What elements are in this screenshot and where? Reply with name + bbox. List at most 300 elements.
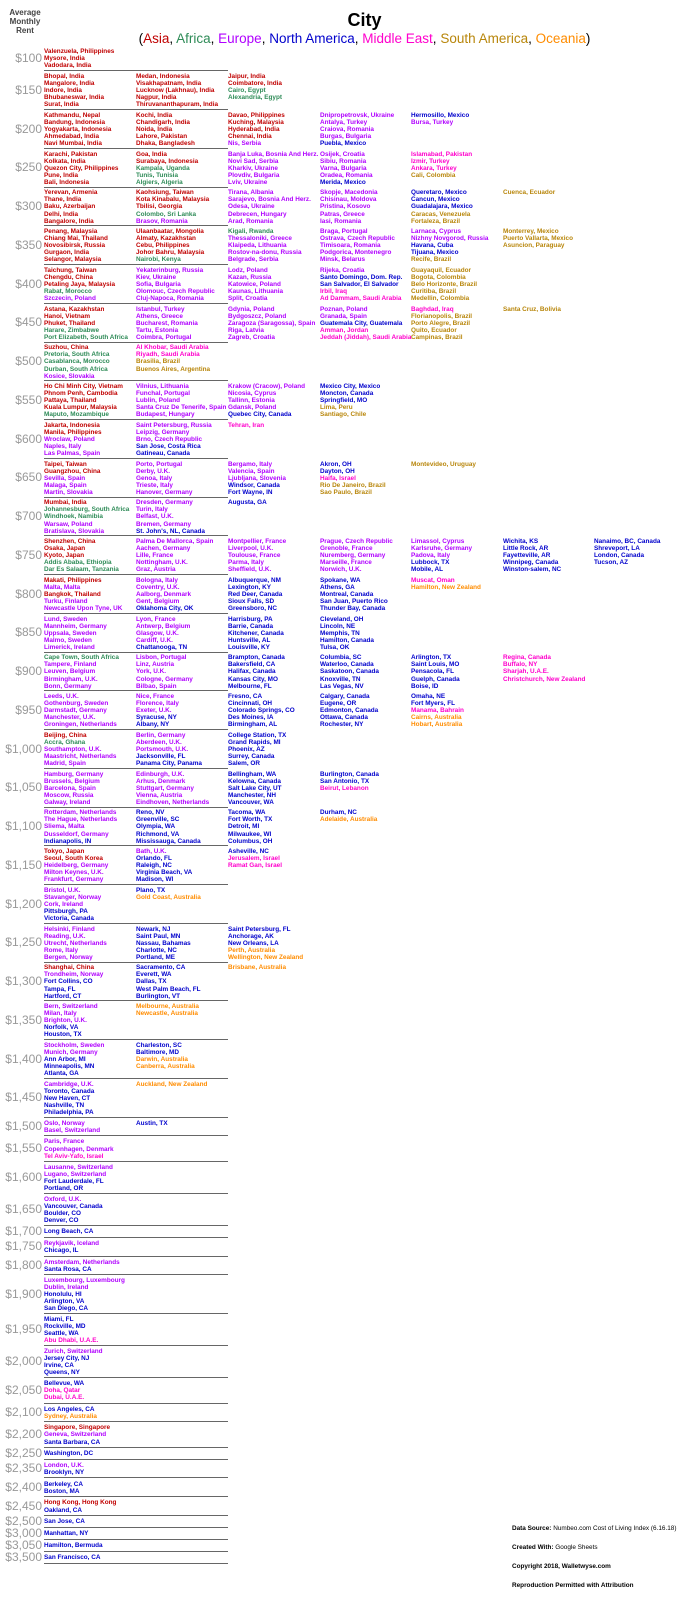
city-entry: Calgary, Canada (320, 693, 370, 701)
city-entry: Thessaloniki, Greece (228, 235, 292, 243)
city-column (44, 1380, 84, 1401)
city-entry: Virginia Beach, VA (136, 869, 193, 877)
copyright-text: Copyright 2018, Walletwyse.com (512, 1563, 611, 1570)
city-entry: Haifa, Israel (320, 474, 356, 482)
city-entry: Bali, Indonesia (44, 178, 90, 186)
city-entry: Belgrade, Serbia (228, 256, 279, 264)
rent-price-label: $1,700 (5, 1223, 42, 1238)
city-entry: Malaga, Spain (44, 481, 87, 489)
city-column (44, 1530, 88, 1537)
city-entry: Padova, Italy (411, 552, 451, 560)
rent-row (0, 498, 689, 537)
city-entry: Ahmedabad, India (44, 133, 100, 141)
city-entry: Kuala Lumpur, Malaysia (44, 404, 117, 412)
city-column (44, 1240, 99, 1254)
city-entry: Klaipeda, Lithuania (228, 242, 287, 250)
city-entry: San Jose, CA (44, 1518, 85, 1526)
city-column (44, 1164, 113, 1192)
rent-row (0, 1223, 689, 1238)
city-entry: Spokane, WA (320, 576, 361, 584)
city-entry: Barrie, Canada (228, 622, 274, 630)
rent-row (0, 46, 689, 71)
city-entry: Arhus, Denmark (136, 777, 186, 785)
city-entry: Hanoi, Vietnam (44, 312, 91, 320)
rent-price-label: $1,800 (5, 1258, 42, 1272)
city-entry: Beijing, China (44, 731, 87, 739)
city-column (136, 809, 201, 844)
city-entry: Akron, OH (320, 460, 352, 468)
city-entry: Darmstadt, Germany (44, 707, 107, 715)
city-column (136, 964, 201, 999)
city-entry: Birmingham, AL (228, 721, 278, 729)
city-entry: Bath, U.K. (136, 848, 167, 856)
city-entry: Uppsala, Sweden (44, 629, 97, 637)
city-entry: Quebec City, Canada (228, 411, 292, 419)
city-column (320, 228, 395, 263)
city-column (320, 306, 411, 341)
row-divider (44, 1563, 228, 1564)
city-entry: Dar Es Salaam, Tanzania (44, 566, 119, 574)
city-entry: Trieste, Italy (136, 481, 173, 489)
city-entry: Berkeley, CA (44, 1480, 83, 1488)
city-entry: Malmo, Sweden (44, 636, 92, 644)
city-column (136, 732, 202, 767)
city-entry: Los Angeles, CA (44, 1405, 95, 1413)
city-entry: Santa Barbara, CA (44, 1438, 101, 1446)
city-entry: Huntsville, AL (228, 636, 271, 644)
city-column (44, 1228, 93, 1235)
city-entry: Phoenix, AZ (228, 745, 265, 753)
city-entry: Irbil, Iraq (320, 288, 347, 296)
legend-punct: , (261, 31, 270, 46)
city-column (320, 771, 379, 792)
city-entry: Kathmandu, Nepal (44, 111, 101, 119)
city-column (320, 189, 378, 224)
city-entry: Nottingham, U.K. (136, 559, 188, 567)
city-entry: Buenos Aires, Argentina (136, 365, 211, 373)
y-axis-title: Average Monthly Rent (9, 8, 41, 35)
rent-row (0, 536, 689, 575)
rent-price-label: $3,500 (5, 1549, 42, 1564)
city-entry: Bhubaneswar, India (44, 94, 105, 102)
city-entry: Puerto Vallarta, Mexico (503, 235, 573, 243)
city-entry: Cairns, Australia (411, 714, 462, 722)
city-column (136, 112, 195, 147)
city-entry: Omaha, NE (411, 693, 446, 701)
city-entry: Regina, Canada (503, 654, 551, 662)
city-entry: Hamburg, Germany (44, 770, 104, 778)
city-column (136, 693, 179, 728)
city-entry: Leeds, U.K. (44, 693, 79, 701)
city-entry: Novosibirsk, Russia (44, 242, 106, 250)
city-column (44, 1518, 85, 1525)
city-entry: Panama City, Panama (136, 760, 202, 768)
city-entry: Stavanger, Norway (44, 893, 102, 901)
rent-price-label: $700 (15, 509, 42, 524)
city-column (136, 228, 204, 263)
rent-price-label: $1,900 (5, 1286, 42, 1301)
city-entry: Florianopolis, Brazil (411, 312, 473, 320)
city-entry: Queens, NY (44, 1369, 80, 1377)
city-column (44, 228, 108, 263)
city-column (503, 654, 585, 682)
city-entry: San Salvador, El Salvador (320, 280, 399, 288)
city-entry: Timisoara, Romania (320, 242, 381, 250)
city-entry: Portsmouth, U.K. (136, 745, 189, 753)
city-entry: Istanbul, Turkey (136, 305, 185, 313)
city-entry: Leuven, Belgium (44, 668, 96, 676)
created-text: Google Sheets (555, 1544, 598, 1551)
city-entry: Ho Chi Minh City, Vietnam (44, 383, 123, 391)
rent-row (0, 1378, 689, 1403)
city-entry: Almaty, Kazakhstan (136, 235, 196, 243)
city-entry: Mexico City, Mexico (320, 383, 381, 391)
city-entry: Nairobi, Kenya (136, 256, 181, 264)
city-entry: Athens, Greece (136, 312, 183, 320)
city-entry: Colombo, Sri Lanka (136, 210, 197, 218)
city-entry: Red Deer, Canada (228, 590, 283, 598)
city-entry: Lyon, France (136, 615, 176, 623)
city-entry: Casablanca, Morocco (44, 358, 110, 366)
city-entry: Kansas City, MO (228, 675, 278, 683)
city-entry: Parma, Italy (228, 559, 264, 567)
rent-row (0, 1162, 689, 1194)
city-entry: Singapore, Singapore (44, 1424, 111, 1432)
city-entry: Halifax, Canada (228, 668, 276, 676)
city-entry: Guayaquil, Ecuador (411, 266, 472, 274)
city-entry: Lincoln, NE (320, 622, 356, 630)
city-entry: Baltimore, MD (136, 1048, 179, 1056)
city-entry: Medellin, Colombia (411, 295, 470, 303)
city-entry: London, Canada (594, 552, 645, 560)
city-entry: Goa, India (136, 150, 167, 158)
city-entry: Cluj-Napoca, Romania (136, 295, 204, 303)
created-label: Created With: (512, 1544, 554, 1551)
city-column (228, 964, 286, 971)
city-column (228, 732, 286, 767)
city-column (136, 422, 212, 457)
city-entry: Arlington, TX (411, 654, 452, 662)
city-entry: Moncton, Canada (320, 390, 374, 398)
city-entry: Jersey City, NJ (44, 1355, 90, 1363)
city-column (503, 306, 561, 313)
city-entry: Columbia, SC (320, 654, 362, 662)
city-entry: Campinas, Brazil (411, 333, 463, 341)
city-entry: Burlington, Canada (320, 770, 379, 778)
city-column (228, 461, 286, 496)
city-entry: Port Elizabeth, South Africa (44, 333, 128, 341)
city-entry: Gold Coast, Australia (136, 893, 201, 901)
city-column (44, 189, 97, 224)
city-entry: Amsterdam, Netherlands (44, 1258, 120, 1266)
city-entry: Graz, Austria (136, 566, 176, 574)
city-entry: Jerusalem, Israel (228, 855, 280, 863)
city-column (44, 112, 111, 147)
city-column (44, 732, 116, 767)
rent-price-label: $1,600 (5, 1169, 42, 1184)
city-entry: Cologne, Germany (136, 675, 193, 683)
footer (512, 1525, 687, 1601)
rent-row (0, 1136, 689, 1161)
city-entry: Denver, CO (44, 1216, 79, 1224)
city-entry: Iasi, Romania (320, 217, 362, 225)
city-entry: Bursa, Turkey (411, 118, 454, 126)
city-entry: Newcastle Upon Tyne, UK (44, 605, 123, 613)
city-entry: Nizhny Novgorod, Russia (411, 235, 489, 243)
city-entry: Hermosillo, Mexico (411, 111, 470, 119)
city-entry: Cardiff, U.K. (136, 636, 173, 644)
city-entry: Anchorage, AK (228, 932, 274, 940)
city-entry: Alexandria, Egypt (228, 94, 282, 102)
city-entry: Lima, Peru (320, 404, 353, 412)
city-column (228, 654, 285, 689)
city-column (136, 383, 226, 418)
city-entry: Bakersfield, CA (228, 661, 276, 669)
city-entry: Islamabad, Pakistan (411, 150, 473, 158)
city-entry: Long Beach, CA (44, 1228, 94, 1236)
city-column (503, 538, 561, 573)
rent-price-label: $3,050 (5, 1537, 42, 1552)
city-entry: Novi Sad, Serbia (228, 157, 279, 165)
legend-punct: ) (585, 31, 591, 46)
rent-price-label: $2,050 (5, 1382, 42, 1397)
city-entry: Portland, ME (136, 953, 176, 961)
city-column (44, 1499, 116, 1513)
city-column (44, 538, 119, 573)
rent-price-label: $1,750 (5, 1239, 42, 1254)
city-entry: Bratislava, Slovakia (44, 527, 105, 535)
city-column (44, 964, 103, 999)
city-entry: Brisbane, Australia (228, 964, 287, 972)
city-column (320, 616, 374, 651)
city-column (44, 1196, 103, 1224)
city-entry: Hamilton, Canada (320, 636, 374, 644)
city-entry: Olympia, WA (136, 823, 176, 831)
city-entry: Varna, Bulgaria (320, 164, 367, 172)
city-entry: Nagpur, India (136, 94, 177, 102)
city-column (44, 267, 115, 302)
city-entry: Victoria, Canada (44, 915, 94, 923)
city-entry: Fortaleza, Brazil (411, 217, 461, 225)
city-column (44, 73, 104, 108)
rent-price-label: $800 (15, 586, 42, 601)
city-entry: Lahore, Pakistan (136, 133, 188, 141)
city-column (411, 228, 488, 263)
city-entry: Galway, Ireland (44, 798, 91, 806)
city-entry: Groningen, Netherlands (44, 721, 117, 729)
city-entry: Guatemala City, Guatemala (320, 319, 403, 327)
city-entry: Brasilia, Brazil (136, 358, 181, 366)
city-entry: Odesa, Ukraine (228, 203, 275, 211)
city-entry: Visakhapatnam, India (136, 80, 202, 88)
city-column (44, 422, 102, 457)
rent-price-label: $400 (15, 276, 42, 291)
city-entry: Coventry, U.K. (136, 583, 180, 591)
city-entry: Coimbra, Portugal (136, 333, 192, 341)
city-column (44, 1450, 93, 1457)
city-entry: Reno, NV (136, 809, 165, 817)
city-entry: Patras, Greece (320, 210, 365, 218)
city-entry: Manila, Philippines (44, 428, 102, 436)
city-entry: Lisbon, Portugal (136, 654, 187, 662)
rent-row (0, 1445, 689, 1460)
city-column (136, 616, 190, 651)
city-entry: College Station, TX (228, 731, 287, 739)
city-entry: Kazan, Russia (228, 273, 272, 281)
city-entry: Milwaukee, WI (228, 830, 272, 838)
city-entry: Gatineau, Canada (136, 450, 190, 458)
city-entry: Kaohsiung, Taiwan (136, 189, 194, 197)
city-entry: Bergen, Norway (44, 953, 93, 961)
rent-price-label: $1,500 (5, 1119, 42, 1134)
city-column (44, 1462, 84, 1476)
city-entry: Santa Rosa, CA (44, 1266, 92, 1273)
rent-row (0, 1257, 689, 1276)
city-entry: Oklahoma City, OK (136, 605, 194, 613)
rent-row (0, 730, 689, 769)
city-entry: Kampala, Uganda (136, 164, 190, 172)
rent-row (0, 1238, 689, 1257)
city-entry: Jeddah (Jiddah), Saudi Arabia (320, 333, 412, 341)
city-entry: Windsor, Canada (228, 481, 280, 489)
city-entry: Thunder Bay, Canada (320, 605, 386, 613)
rent-price-label: $1,400 (5, 1051, 42, 1066)
city-column (44, 616, 107, 651)
city-entry: Johannesburg, South Africa (44, 506, 130, 514)
city-entry: Lucknow (Lakhnau), India (136, 87, 215, 95)
city-entry: Gdynia, Poland (228, 305, 275, 313)
reproduction-text: Reproduction Permitted with Attribution (512, 1582, 634, 1589)
city-entry: Sydney, Australia (44, 1412, 97, 1420)
city-entry: Fayetteville, AR (503, 552, 551, 560)
rent-price-label: $2,500 (5, 1513, 42, 1528)
rent-row (0, 1497, 689, 1516)
city-entry: Fresno, CA (228, 693, 263, 701)
city-entry: Oradea, Romania (320, 171, 373, 179)
city-entry: Stuttgart, Germany (136, 784, 194, 792)
city-entry: Auckland, New Zealand (136, 1080, 208, 1088)
city-entry: Medan, Indonesia (136, 73, 190, 80)
city-entry: Bristol, U.K. (44, 886, 81, 894)
city-entry: Rotterdam, Netherlands (44, 809, 117, 817)
city-entry: Chisinau, Moldova (320, 196, 377, 204)
city-entry: Puebla, Mexico (320, 140, 367, 148)
city-entry: San Antonio, TX (320, 777, 370, 785)
city-entry: Thane, India (44, 196, 82, 204)
rent-price-label: $2,100 (5, 1404, 42, 1419)
rent-row (0, 1275, 689, 1314)
rent-price-label: $850 (15, 625, 42, 640)
city-entry: Shenzhen, China (44, 538, 96, 546)
city-column (44, 1259, 120, 1273)
city-entry: Saint Petersburg, FL (228, 925, 291, 933)
city-entry: Curitiba, Brazil (411, 288, 457, 296)
city-column (44, 1042, 104, 1077)
city-entry: Sevilla, Spain (44, 474, 86, 482)
city-entry: Doha, Qatar (44, 1387, 81, 1395)
city-column (228, 499, 267, 506)
city-entry: Maastricht, Netherlands (44, 753, 117, 761)
city-entry: Chattanooga, TN (136, 643, 188, 651)
city-column (44, 499, 129, 534)
city-entry: Birmingham, U.K. (44, 675, 98, 683)
city-entry: Copenhagen, Denmark (44, 1145, 114, 1153)
city-column (136, 654, 193, 689)
city-entry: Indore, India (44, 87, 82, 95)
city-entry: Norwich, U.K. (320, 566, 362, 574)
city-entry: Tampere, Finland (44, 661, 97, 669)
city-entry: Waterloo, Canada (320, 661, 374, 669)
city-entry: Accra, Ghana (44, 738, 86, 746)
rent-row (0, 1194, 689, 1226)
city-entry: Saint Petersburg, Russia (136, 421, 212, 429)
city-entry: Oslo, Norway (44, 1119, 85, 1127)
rent-row (0, 614, 689, 653)
city-entry: Brussels, Belgium (44, 777, 100, 785)
city-entry: Riyadh, Saudi Arabia (136, 351, 200, 359)
city-entry: Aberdeen, U.K. (136, 738, 182, 746)
city-entry: Kuching, Malaysia (228, 118, 284, 126)
city-column (44, 1003, 98, 1038)
rent-price-label: $1,250 (5, 935, 42, 950)
city-entry: Norfolk, VA (44, 1024, 79, 1032)
city-entry: Milan, Italy (44, 1010, 77, 1018)
city-entry: Greenville, SC (136, 816, 180, 824)
city-entry: Banja Luka, Bosnia And Herz. (228, 150, 319, 158)
legend-item: Oceania (535, 31, 586, 46)
city-entry: San Diego, CA (44, 1305, 89, 1313)
city-entry: The Hague, Netherlands (44, 816, 118, 824)
city-entry: Aalborg, Denmark (136, 590, 192, 598)
city-entry: Marseille, France (320, 559, 372, 567)
city-entry: Gent, Belgium (136, 598, 180, 606)
city-column (44, 848, 108, 883)
city-entry: Tbilisi, Georgia (136, 203, 183, 211)
city-entry: New Haven, CT (44, 1094, 91, 1102)
city-entry: Sarajevo, Bosnia And Herz. (228, 196, 311, 204)
city-entry: Karlsruhe, Germany (411, 545, 473, 553)
city-column (228, 538, 286, 573)
city-entry: Hong Kong, Hong Kong (44, 1499, 117, 1507)
city-entry: Lund, Sweden (44, 615, 88, 623)
city-entry: Granada, Spain (320, 312, 367, 320)
city-entry: Indianapolis, IN (44, 837, 92, 845)
city-entry: Mississauga, Canada (136, 837, 201, 845)
city-column (44, 1406, 97, 1420)
city-entry: Brasov, Romania (136, 217, 188, 225)
city-entry: Utrecht, Netherlands (44, 939, 107, 947)
rent-row (0, 653, 689, 692)
copyright (512, 1563, 687, 1570)
city-entry: Mumbai, India (44, 499, 87, 507)
city-column (44, 151, 118, 186)
city-column (228, 151, 318, 186)
city-column (136, 73, 218, 108)
city-entry: Toulouse, France (228, 552, 281, 560)
city-entry: Fort Worth, TX (228, 816, 273, 824)
city-entry: Berlin, Germany (136, 731, 186, 739)
city-entry: Saskatoon, Canada (320, 668, 379, 676)
rent-price-label: $100 (15, 50, 42, 65)
city-entry: Grenoble, France (320, 545, 373, 553)
city-entry: Craiova, Romania (320, 125, 374, 133)
city-entry: Lodz, Poland (228, 266, 268, 274)
city-entry: Madrid, Spain (44, 760, 86, 768)
city-entry: Surabaya, Indonesia (136, 157, 199, 165)
city-column (411, 461, 476, 468)
city-entry: Tallinn, Estonia (228, 397, 275, 405)
city-entry: Pattaya, Thailand (44, 397, 97, 405)
